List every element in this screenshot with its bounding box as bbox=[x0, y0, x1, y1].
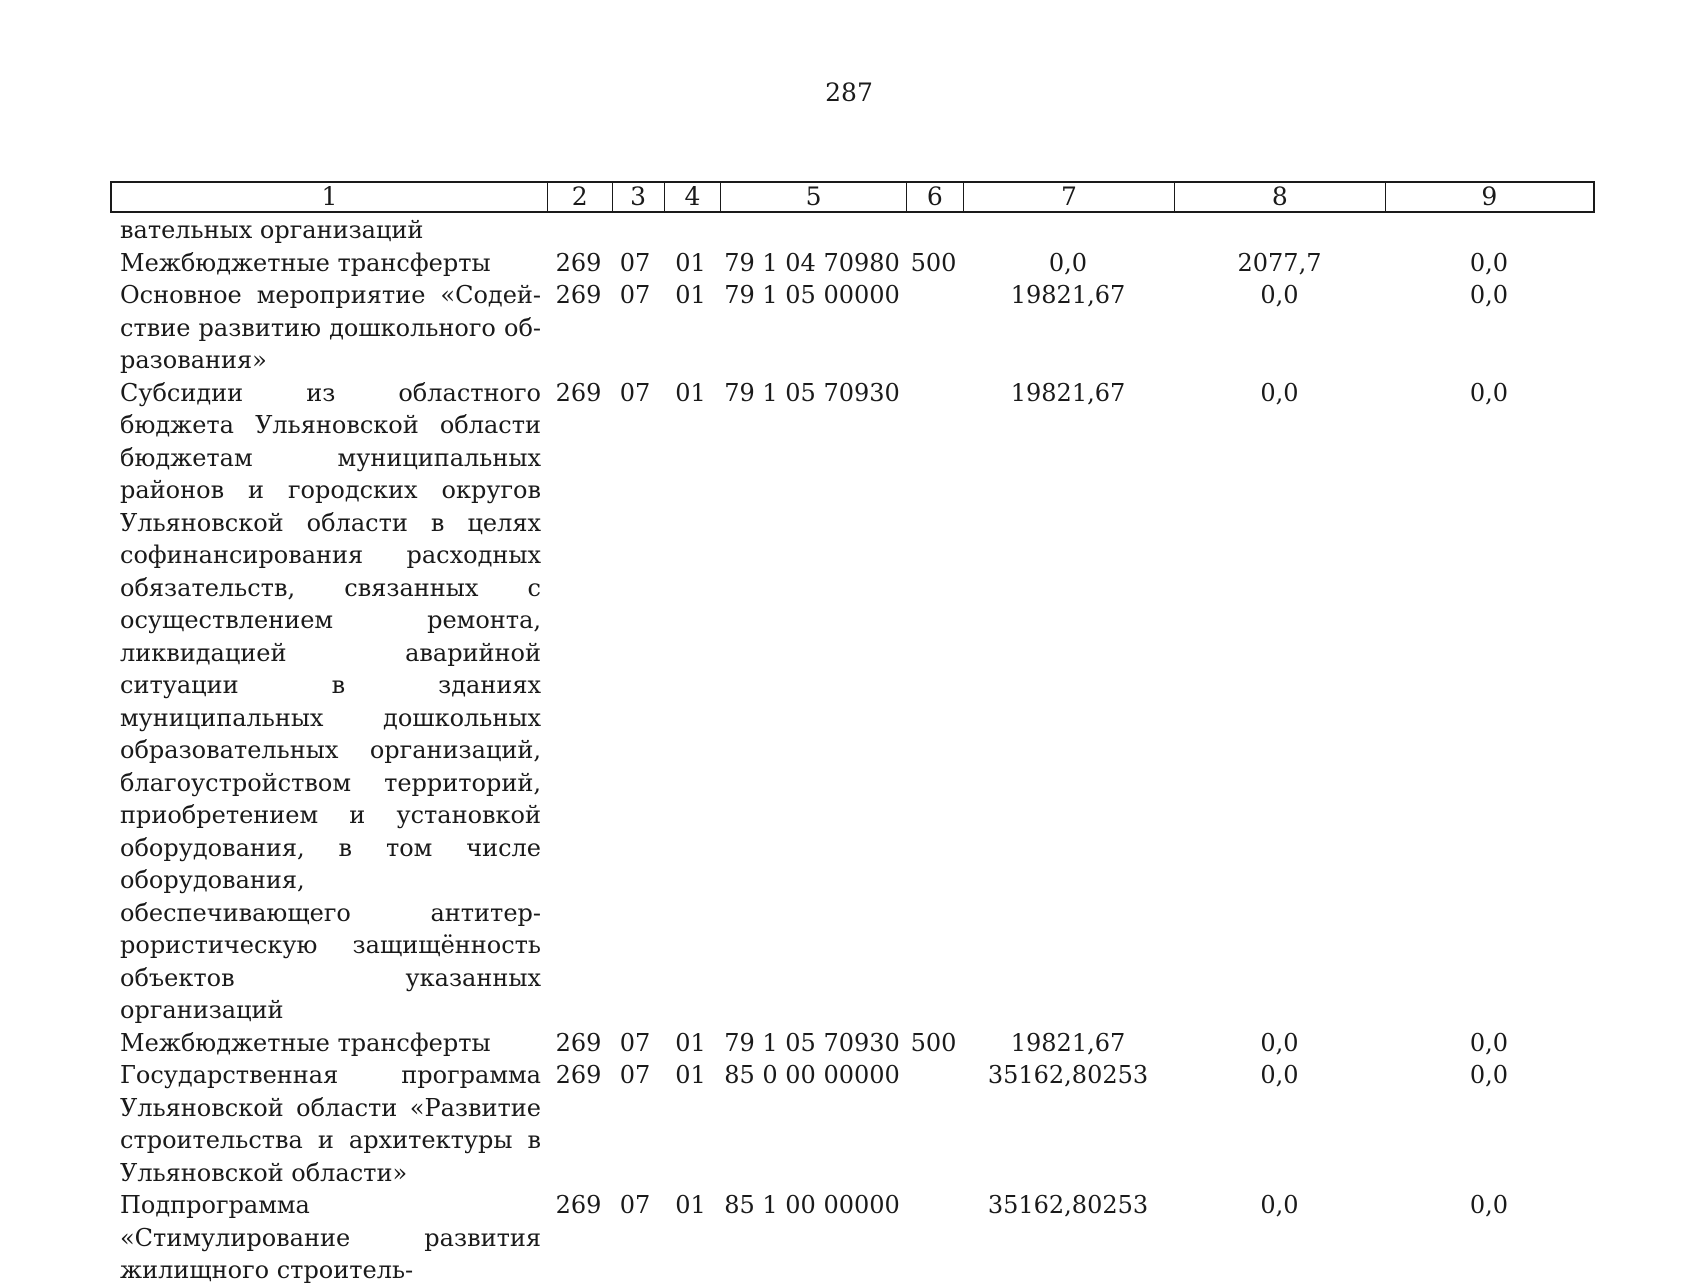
cell-3: 07 bbox=[619, 1061, 651, 1089]
cell-2: 269 bbox=[555, 1028, 602, 1057]
cell-5: 79 1 05 70930 bbox=[724, 1028, 900, 1057]
cell-3: 07 bbox=[619, 378, 651, 407]
cell-5: 79 1 05 70930 bbox=[724, 378, 900, 407]
cell-9: 0,0 bbox=[1469, 248, 1509, 277]
cell-4: 01 bbox=[675, 378, 706, 407]
row-description: Межбюджетные трансферты bbox=[120, 248, 491, 277]
cell-8 bbox=[1174, 214, 1385, 247]
column-header-7: 7 bbox=[964, 183, 1175, 211]
cell-8: 0,0 bbox=[1260, 281, 1299, 309]
table-row bbox=[110, 247, 1595, 280]
cell-8: 0,0 bbox=[1260, 1028, 1299, 1057]
cell-2: 269 bbox=[555, 1191, 602, 1219]
cell-7: 35162,80253 bbox=[987, 1061, 1149, 1089]
cell-8: 0,0 bbox=[1260, 378, 1299, 407]
row-description: Межбюджетные трансферты bbox=[120, 1028, 491, 1057]
cell-6 bbox=[905, 214, 962, 247]
cell-9: 0,0 bbox=[1469, 281, 1509, 309]
cell-4: 01 bbox=[675, 248, 706, 277]
column-header-5: 5 bbox=[721, 183, 907, 211]
column-header-4: 4 bbox=[665, 183, 722, 211]
cell-7: 19821,67 bbox=[1010, 281, 1126, 309]
cell-3 bbox=[608, 214, 662, 247]
cell-7: 19821,67 bbox=[1010, 1028, 1126, 1057]
cell-9: 0,0 bbox=[1469, 1061, 1509, 1089]
cell-3: 07 bbox=[619, 1028, 651, 1057]
cell-5: 85 0 00 00000 bbox=[724, 1061, 900, 1089]
cell-9: 0,0 bbox=[1469, 1028, 1509, 1057]
cell-4: 01 bbox=[675, 1191, 706, 1219]
cell-6 bbox=[905, 377, 962, 1027]
table-row bbox=[110, 214, 1595, 247]
column-header-3: 3 bbox=[613, 183, 665, 211]
table-row bbox=[110, 1027, 1595, 1060]
row-description: Государственная программа Ульяновской области «Развитие строительства и архитектуры в Ульяновской области» bbox=[120, 1061, 541, 1187]
row-description: Подпрограмма «Стимулирование развития жилищного строитель- bbox=[120, 1191, 541, 1284]
page-number: 287 bbox=[825, 78, 873, 107]
cell-7: 19821,67 bbox=[1010, 378, 1126, 407]
column-header-9: 9 bbox=[1481, 182, 1498, 211]
column-header-6: 6 bbox=[907, 183, 964, 211]
table-row bbox=[110, 377, 1595, 1027]
cell-4: 01 bbox=[675, 1061, 706, 1089]
cell-5: 79 1 04 70980 bbox=[724, 248, 900, 277]
cell-5: 79 1 05 00000 bbox=[724, 281, 900, 309]
column-header-2: 2 bbox=[548, 183, 613, 211]
cell-3: 07 bbox=[619, 281, 651, 309]
cell-8: 0,0 bbox=[1260, 1061, 1299, 1089]
cell-8: 2077,7 bbox=[1237, 248, 1322, 277]
cell-6: 500 bbox=[910, 248, 957, 277]
cell-4 bbox=[662, 214, 719, 247]
cell-2: 269 bbox=[555, 378, 602, 407]
cell-9 bbox=[1385, 214, 1593, 247]
table-row bbox=[110, 1059, 1595, 1189]
cell-6 bbox=[905, 1189, 962, 1287]
row-description: Основное мероприятие «Содействие развитию дошкольного образования» bbox=[120, 281, 541, 374]
cell-2: 269 bbox=[555, 248, 602, 277]
cell-2: 269 bbox=[555, 1061, 602, 1089]
cell-6 bbox=[905, 1059, 962, 1189]
cell-7 bbox=[962, 214, 1174, 247]
cell-2 bbox=[543, 214, 608, 247]
cell-5 bbox=[719, 214, 905, 247]
cell-2: 269 bbox=[555, 281, 602, 309]
table-header bbox=[110, 181, 1595, 213]
table-row bbox=[110, 279, 1595, 377]
table-body bbox=[110, 214, 1595, 1287]
cell-4: 01 bbox=[675, 1028, 706, 1057]
cell-7: 35162,80253 bbox=[987, 1191, 1149, 1219]
cell-6: 500 bbox=[910, 1028, 957, 1057]
table-row bbox=[110, 1189, 1595, 1287]
cell-9: 0,0 bbox=[1469, 378, 1509, 407]
column-header-8: 8 bbox=[1175, 183, 1385, 211]
row-description: вательных организаций bbox=[120, 216, 424, 244]
column-header-1: 1 bbox=[112, 183, 548, 211]
cell-5: 85 1 00 00000 bbox=[724, 1191, 900, 1219]
cell-4: 01 bbox=[675, 281, 706, 309]
cell-8: 0,0 bbox=[1260, 1191, 1299, 1219]
cell-7: 0,0 bbox=[1048, 248, 1088, 277]
cell-3: 07 bbox=[619, 248, 651, 277]
cell-6 bbox=[905, 279, 962, 377]
cell-3: 07 bbox=[619, 1191, 651, 1219]
cell-9: 0,0 bbox=[1469, 1191, 1509, 1219]
row-description: Субсидии из областного бюджета Ульяновской области бюджетам муниципальных районов и городских округов Ульяновской области в целях софинансирования расходных обязательств, связанных с осуществлением ремонта, ликвидацией аварийной ситуации в зданиях муниципальных дошкольных образовательных организаций, благоустройством территорий, приобретением и установкой оборудования, в том числе оборудования, обеспечивающего антитеррористическую защищённость объектов указанных организаций bbox=[120, 378, 541, 1024]
